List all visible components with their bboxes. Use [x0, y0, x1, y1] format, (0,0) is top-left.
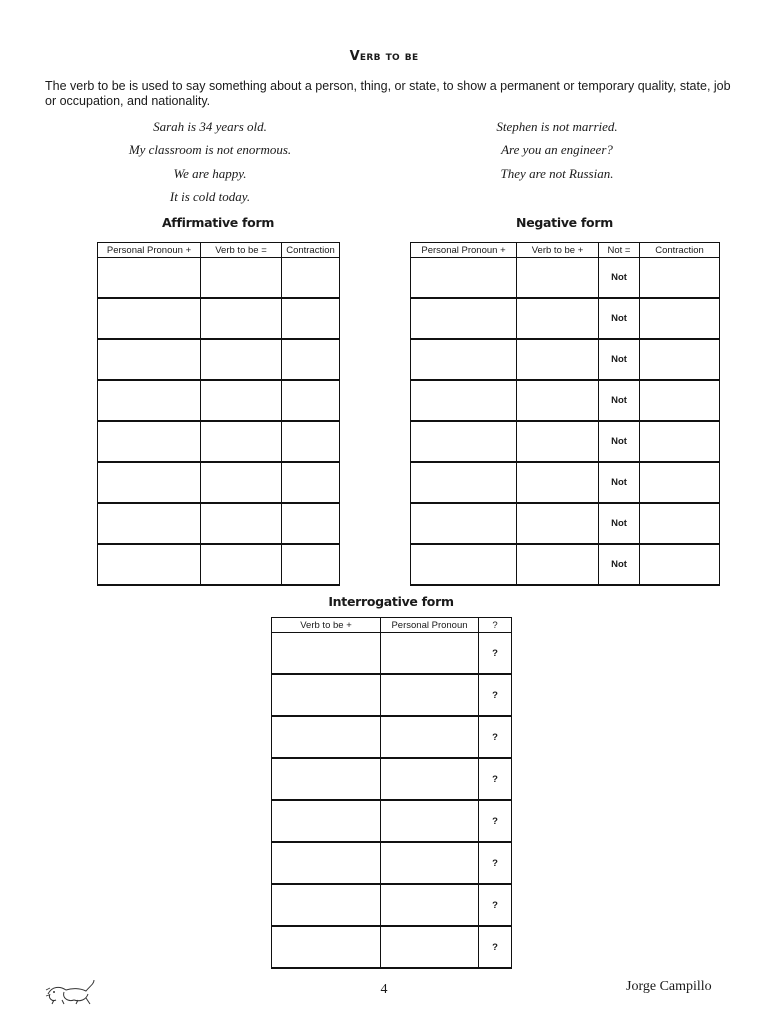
answer-cell[interactable]	[640, 258, 720, 299]
answer-cell[interactable]	[411, 462, 517, 503]
table-row	[411, 503, 720, 544]
answer-cell[interactable]	[517, 339, 599, 380]
answer-cell[interactable]	[640, 503, 720, 544]
answer-cell[interactable]	[282, 421, 340, 462]
answer-cell[interactable]	[411, 298, 517, 339]
interrogative-table	[271, 617, 512, 969]
answer-cell[interactable]	[272, 926, 381, 968]
answer-cell[interactable]	[98, 462, 201, 503]
column-header: Personal Pronoun +	[98, 243, 201, 258]
example-sentence: It is cold today.	[169, 188, 251, 204]
marker-cell: Not	[599, 544, 640, 585]
answer-cell[interactable]	[201, 258, 282, 299]
answer-cell[interactable]	[272, 884, 381, 926]
table-row	[411, 380, 720, 421]
marker-cell: ?	[479, 800, 512, 842]
answer-cell[interactable]	[201, 544, 282, 585]
answer-cell[interactable]	[381, 674, 479, 716]
answer-cell[interactable]	[640, 544, 720, 585]
marker-cell: Not	[599, 298, 640, 339]
example-sentence: Are you an engineer?	[501, 142, 613, 158]
table-row	[411, 298, 720, 339]
answer-cell[interactable]	[381, 842, 479, 884]
answer-cell[interactable]	[282, 339, 340, 380]
answer-cell[interactable]	[381, 926, 479, 968]
answer-cell[interactable]	[517, 421, 599, 462]
answer-cell[interactable]	[201, 298, 282, 339]
example-sentence: My classroom is not enormous.	[128, 142, 292, 158]
answer-cell[interactable]	[201, 462, 282, 503]
column-header: Verb to be =	[201, 243, 282, 258]
table-row	[272, 674, 512, 716]
marker-cell: Not	[599, 503, 640, 544]
answer-cell[interactable]	[201, 339, 282, 380]
column-header: Verb to be +	[272, 618, 381, 633]
answer-cell[interactable]	[272, 842, 381, 884]
answer-cell[interactable]	[98, 258, 201, 299]
table-row	[98, 421, 340, 462]
example-sentence: They are not Russian.	[500, 165, 614, 181]
table-row	[98, 544, 340, 585]
answer-cell[interactable]	[411, 258, 517, 299]
answer-cell[interactable]	[640, 298, 720, 339]
examples-right	[407, 118, 707, 188]
answer-cell[interactable]	[98, 298, 201, 339]
marker-cell: ?	[479, 926, 512, 968]
table-row	[272, 758, 512, 800]
column-header: Personal Pronoun	[381, 618, 479, 633]
answer-cell[interactable]	[282, 258, 340, 299]
answer-cell[interactable]	[272, 674, 381, 716]
table-row	[411, 258, 720, 299]
column-header: Contraction	[282, 243, 340, 258]
table-row	[411, 462, 720, 503]
example-sentence: Sarah is 34 years old.	[153, 119, 267, 134]
table-row	[98, 339, 340, 380]
answer-cell[interactable]	[272, 758, 381, 800]
marker-cell: ?	[479, 633, 512, 675]
column-header: Contraction	[640, 243, 720, 258]
answer-cell[interactable]	[282, 503, 340, 544]
answer-cell[interactable]	[381, 758, 479, 800]
answer-cell[interactable]	[98, 380, 201, 421]
example-sentence: We are happy.	[173, 165, 247, 181]
answer-cell[interactable]	[282, 380, 340, 421]
marker-cell: ?	[479, 674, 512, 716]
column-header: ?	[479, 618, 512, 633]
answer-cell[interactable]	[411, 544, 517, 585]
marker-cell: Not	[599, 462, 640, 503]
column-header: Personal Pronoun +	[411, 243, 517, 258]
table-row	[98, 503, 340, 544]
negative-heading: Negative form	[516, 215, 613, 230]
answer-cell[interactable]	[517, 544, 599, 585]
table-row	[272, 633, 512, 675]
negative-table	[410, 242, 720, 586]
answer-cell[interactable]	[381, 633, 479, 675]
table-header-row	[272, 618, 512, 633]
answer-cell[interactable]	[98, 421, 201, 462]
marker-cell: ?	[479, 758, 512, 800]
answer-cell[interactable]	[517, 258, 599, 299]
table-row	[411, 544, 720, 585]
affirmative-table	[97, 242, 340, 586]
table-row	[272, 716, 512, 758]
marker-cell: ?	[479, 716, 512, 758]
author-name: Jorge Campillo	[626, 979, 712, 994]
answer-cell[interactable]	[201, 380, 282, 421]
examples-left	[60, 118, 360, 211]
page-number: 4	[380, 982, 388, 997]
answer-cell[interactable]	[640, 421, 720, 462]
answer-cell[interactable]	[201, 503, 282, 544]
table-header-row	[411, 243, 720, 258]
marker-cell: Not	[599, 421, 640, 462]
table-row	[272, 842, 512, 884]
table-row	[411, 339, 720, 380]
answer-cell[interactable]	[381, 884, 479, 926]
answer-cell[interactable]	[517, 380, 599, 421]
answer-cell[interactable]	[517, 462, 599, 503]
answer-cell[interactable]	[411, 503, 517, 544]
marker-cell: Not	[599, 380, 640, 421]
column-header: Not =	[599, 243, 640, 258]
column-header: Verb to be +	[517, 243, 599, 258]
interrogative-heading: Interrogative form	[328, 594, 454, 609]
marker-cell: Not	[599, 339, 640, 380]
table-row	[272, 926, 512, 968]
answer-cell[interactable]	[640, 339, 720, 380]
answer-cell[interactable]	[272, 800, 381, 842]
answer-cell[interactable]	[282, 462, 340, 503]
answer-cell[interactable]	[411, 421, 517, 462]
answer-cell[interactable]	[381, 716, 479, 758]
answer-cell[interactable]	[98, 503, 201, 544]
intro-paragraph: The verb to be is used to say something about a person, thing, or state, to show a permanent or temporary quality, state, job or occupation, and nationality.	[45, 79, 731, 108]
example-sentence: Stephen is not married.	[496, 119, 618, 134]
page-title: Verb to be	[349, 49, 419, 64]
answer-cell[interactable]	[411, 380, 517, 421]
table-header-row	[98, 243, 340, 258]
answer-cell[interactable]	[282, 544, 340, 585]
answer-cell[interactable]	[381, 800, 479, 842]
answer-cell[interactable]	[411, 339, 517, 380]
answer-cell[interactable]	[517, 503, 599, 544]
table-row	[98, 462, 340, 503]
table-row	[98, 380, 340, 421]
answer-cell[interactable]	[517, 298, 599, 339]
answer-cell[interactable]	[640, 462, 720, 503]
affirmative-heading: Affirmative form	[161, 215, 275, 230]
answer-cell[interactable]	[640, 380, 720, 421]
table-row	[272, 800, 512, 842]
answer-cell[interactable]	[272, 633, 381, 675]
marker-cell: Not	[599, 258, 640, 299]
marker-cell: ?	[479, 884, 512, 926]
table-row	[411, 421, 720, 462]
answer-cell[interactable]	[98, 544, 201, 585]
table-row	[272, 884, 512, 926]
answer-cell[interactable]	[282, 298, 340, 339]
table-row	[98, 258, 340, 299]
answer-cell[interactable]	[201, 421, 282, 462]
table-row	[98, 298, 340, 339]
answer-cell[interactable]	[272, 716, 381, 758]
answer-cell[interactable]	[98, 339, 201, 380]
marker-cell: ?	[479, 842, 512, 884]
